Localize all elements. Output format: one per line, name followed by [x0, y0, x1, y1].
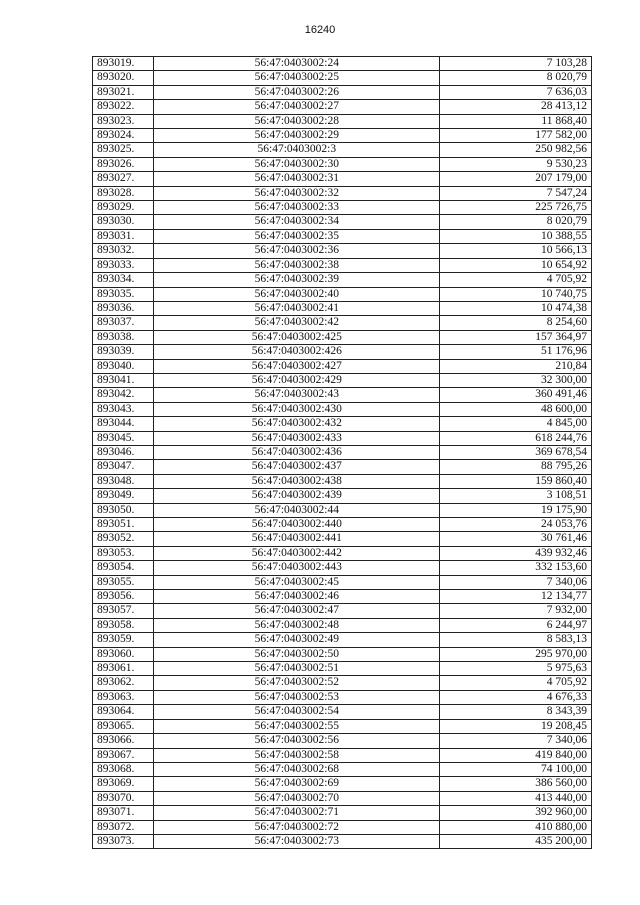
cadastral-value-cell: 32 300,00 — [440, 373, 592, 387]
cadastral-number-cell: 56:47:0403002:441 — [154, 532, 440, 546]
cadastral-value-cell: 225 726,75 — [440, 201, 592, 215]
cadastral-number-cell: 56:47:0403002:3 — [154, 143, 440, 157]
cadastral-number-cell: 56:47:0403002:438 — [154, 474, 440, 488]
cadastral-value-table — [92, 56, 592, 849]
cadastral-value-cell: 19 208,45 — [440, 719, 592, 733]
cadastral-number-cell: 56:47:0403002:426 — [154, 345, 440, 359]
row-number-cell: 893042. — [93, 388, 154, 402]
cadastral-number-cell: 56:47:0403002:29 — [154, 129, 440, 143]
cadastral-number-cell: 56:47:0403002:43 — [154, 388, 440, 402]
table-row — [93, 546, 592, 560]
cadastral-number-cell: 56:47:0403002:70 — [154, 791, 440, 805]
cadastral-value-cell: 250 982,56 — [440, 143, 592, 157]
row-number-cell: 893035. — [93, 287, 154, 301]
cadastral-value-cell: 618 244,76 — [440, 431, 592, 445]
row-number-cell: 893054. — [93, 561, 154, 575]
cadastral-number-cell: 56:47:0403002:439 — [154, 489, 440, 503]
row-number-cell: 893059. — [93, 633, 154, 647]
row-number-cell: 893022. — [93, 100, 154, 114]
row-number-cell: 893062. — [93, 676, 154, 690]
row-number-cell: 893049. — [93, 489, 154, 503]
cadastral-value-cell: 30 761,46 — [440, 532, 592, 546]
table-row — [93, 186, 592, 200]
table-row — [93, 719, 592, 733]
table-row — [93, 518, 592, 532]
cadastral-value-cell: 7 636,03 — [440, 85, 592, 99]
row-number-cell: 893052. — [93, 532, 154, 546]
row-number-cell: 893065. — [93, 719, 154, 733]
row-number-cell: 893069. — [93, 777, 154, 791]
table-row — [93, 633, 592, 647]
table-row — [93, 71, 592, 85]
table-row — [93, 201, 592, 215]
table-row — [93, 489, 592, 503]
cadastral-number-cell: 56:47:0403002:51 — [154, 662, 440, 676]
table-row — [93, 301, 592, 315]
row-number-cell: 893061. — [93, 662, 154, 676]
row-number-cell: 893066. — [93, 734, 154, 748]
cadastral-number-cell: 56:47:0403002:45 — [154, 575, 440, 589]
row-number-cell: 893071. — [93, 806, 154, 820]
table-row — [93, 345, 592, 359]
cadastral-value-cell: 28 413,12 — [440, 100, 592, 114]
row-number-cell: 893064. — [93, 705, 154, 719]
cadastral-number-cell: 56:47:0403002:443 — [154, 561, 440, 575]
table-row — [93, 417, 592, 431]
cadastral-number-cell: 56:47:0403002:55 — [154, 719, 440, 733]
cadastral-value-cell: 332 153,60 — [440, 561, 592, 575]
table-row — [93, 129, 592, 143]
cadastral-number-cell: 56:47:0403002:425 — [154, 330, 440, 344]
cadastral-value-cell: 9 530,23 — [440, 157, 592, 171]
table-row — [93, 273, 592, 287]
row-number-cell: 893044. — [93, 417, 154, 431]
row-number-cell: 893053. — [93, 546, 154, 560]
cadastral-value-cell: 24 053,76 — [440, 518, 592, 532]
cadastral-value-cell: 10 740,75 — [440, 287, 592, 301]
table-row — [93, 734, 592, 748]
row-number-cell: 893073. — [93, 834, 154, 848]
row-number-cell: 893021. — [93, 85, 154, 99]
table-row — [93, 85, 592, 99]
cadastral-number-cell: 56:47:0403002:25 — [154, 71, 440, 85]
cadastral-number-cell: 56:47:0403002:33 — [154, 201, 440, 215]
cadastral-number-cell: 56:47:0403002:32 — [154, 186, 440, 200]
cadastral-value-cell: 11 868,40 — [440, 114, 592, 128]
cadastral-value-cell: 7 103,28 — [440, 57, 592, 71]
cadastral-number-cell: 56:47:0403002:50 — [154, 647, 440, 661]
row-number-cell: 893063. — [93, 690, 154, 704]
cadastral-value-cell: 159 860,40 — [440, 474, 592, 488]
row-number-cell: 893036. — [93, 301, 154, 315]
table-row — [93, 316, 592, 330]
cadastral-value-cell: 7 547,24 — [440, 186, 592, 200]
cadastral-value-cell: 74 100,00 — [440, 762, 592, 776]
cadastral-number-cell: 56:47:0403002:27 — [154, 100, 440, 114]
cadastral-value-cell: 10 566,13 — [440, 244, 592, 258]
table-row — [93, 143, 592, 157]
table-body — [93, 57, 592, 849]
table-row — [93, 503, 592, 517]
table-row — [93, 172, 592, 186]
row-number-cell: 893055. — [93, 575, 154, 589]
cadastral-value-cell: 5 975,63 — [440, 662, 592, 676]
table-row — [93, 647, 592, 661]
cadastral-number-cell: 56:47:0403002:433 — [154, 431, 440, 445]
row-number-cell: 893030. — [93, 215, 154, 229]
cadastral-value-cell: 4 676,33 — [440, 690, 592, 704]
row-number-cell: 893019. — [93, 57, 154, 71]
cadastral-number-cell: 56:47:0403002:40 — [154, 287, 440, 301]
cadastral-number-cell: 56:47:0403002:437 — [154, 460, 440, 474]
cadastral-value-cell: 410 880,00 — [440, 820, 592, 834]
cadastral-value-cell: 12 134,77 — [440, 590, 592, 604]
table-row — [93, 777, 592, 791]
row-number-cell: 893029. — [93, 201, 154, 215]
cadastral-value-cell: 369 678,54 — [440, 445, 592, 459]
table-row — [93, 287, 592, 301]
cadastral-number-cell: 56:47:0403002:41 — [154, 301, 440, 315]
table-row — [93, 474, 592, 488]
cadastral-number-cell: 56:47:0403002:28 — [154, 114, 440, 128]
cadastral-number-cell: 56:47:0403002:436 — [154, 445, 440, 459]
table-row — [93, 359, 592, 373]
row-number-cell: 893024. — [93, 129, 154, 143]
row-number-cell: 893034. — [93, 273, 154, 287]
cadastral-number-cell: 56:47:0403002:44 — [154, 503, 440, 517]
cadastral-number-cell: 56:47:0403002:69 — [154, 777, 440, 791]
cadastral-number-cell: 56:47:0403002:72 — [154, 820, 440, 834]
cadastral-number-cell: 56:47:0403002:429 — [154, 373, 440, 387]
table-row — [93, 806, 592, 820]
cadastral-number-cell: 56:47:0403002:71 — [154, 806, 440, 820]
cadastral-value-cell: 413 440,00 — [440, 791, 592, 805]
row-number-cell: 893046. — [93, 445, 154, 459]
row-number-cell: 893068. — [93, 762, 154, 776]
cadastral-value-cell: 439 932,46 — [440, 546, 592, 560]
row-number-cell: 893039. — [93, 345, 154, 359]
table-row — [93, 618, 592, 632]
table-row — [93, 100, 592, 114]
row-number-cell: 893070. — [93, 791, 154, 805]
cadastral-value-cell: 8 020,79 — [440, 215, 592, 229]
cadastral-value-cell: 6 244,97 — [440, 618, 592, 632]
cadastral-number-cell: 56:47:0403002:432 — [154, 417, 440, 431]
row-number-cell: 893031. — [93, 229, 154, 243]
cadastral-number-cell: 56:47:0403002:39 — [154, 273, 440, 287]
cadastral-value-cell: 7 340,06 — [440, 575, 592, 589]
cadastral-number-cell: 56:47:0403002:42 — [154, 316, 440, 330]
row-number-cell: 893038. — [93, 330, 154, 344]
cadastral-value-cell: 210,84 — [440, 359, 592, 373]
cadastral-number-cell: 56:47:0403002:24 — [154, 57, 440, 71]
table-row — [93, 690, 592, 704]
table-row — [93, 114, 592, 128]
table-row — [93, 57, 592, 71]
cadastral-value-cell: 4 705,92 — [440, 676, 592, 690]
table-row — [93, 575, 592, 589]
cadastral-number-cell: 56:47:0403002:38 — [154, 258, 440, 272]
cadastral-value-cell: 4 845,00 — [440, 417, 592, 431]
cadastral-number-cell: 56:47:0403002:68 — [154, 762, 440, 776]
cadastral-number-cell: 56:47:0403002:73 — [154, 834, 440, 848]
cadastral-number-cell: 56:47:0403002:31 — [154, 172, 440, 186]
cadastral-value-cell: 157 364,97 — [440, 330, 592, 344]
table-row — [93, 820, 592, 834]
cadastral-value-cell: 177 582,00 — [440, 129, 592, 143]
cadastral-value-cell: 48 600,00 — [440, 402, 592, 416]
cadastral-value-cell: 8 583,13 — [440, 633, 592, 647]
cadastral-value-cell: 295 970,00 — [440, 647, 592, 661]
cadastral-number-cell: 56:47:0403002:54 — [154, 705, 440, 719]
cadastral-value-cell: 10 474,38 — [440, 301, 592, 315]
row-number-cell: 893040. — [93, 359, 154, 373]
cadastral-number-cell: 56:47:0403002:36 — [154, 244, 440, 258]
cadastral-number-cell: 56:47:0403002:47 — [154, 604, 440, 618]
cadastral-value-cell: 8 254,60 — [440, 316, 592, 330]
cadastral-number-cell: 56:47:0403002:53 — [154, 690, 440, 704]
cadastral-number-cell: 56:47:0403002:49 — [154, 633, 440, 647]
table-row — [93, 662, 592, 676]
row-number-cell: 893041. — [93, 373, 154, 387]
row-number-cell: 893050. — [93, 503, 154, 517]
cadastral-value-cell: 3 108,51 — [440, 489, 592, 503]
table-row — [93, 431, 592, 445]
cadastral-number-cell: 56:47:0403002:442 — [154, 546, 440, 560]
cadastral-value-cell: 419 840,00 — [440, 748, 592, 762]
table-row — [93, 676, 592, 690]
table-row — [93, 590, 592, 604]
table-row — [93, 388, 592, 402]
table-row — [93, 330, 592, 344]
cadastral-number-cell: 56:47:0403002:440 — [154, 518, 440, 532]
row-number-cell: 893028. — [93, 186, 154, 200]
cadastral-number-cell: 56:47:0403002:26 — [154, 85, 440, 99]
row-number-cell: 893020. — [93, 71, 154, 85]
table-row — [93, 748, 592, 762]
row-number-cell: 893043. — [93, 402, 154, 416]
cadastral-value-cell: 435 200,00 — [440, 834, 592, 848]
cadastral-value-cell: 4 705,92 — [440, 273, 592, 287]
row-number-cell: 893051. — [93, 518, 154, 532]
cadastral-number-cell: 56:47:0403002:52 — [154, 676, 440, 690]
cadastral-value-cell: 88 795,26 — [440, 460, 592, 474]
table-row — [93, 229, 592, 243]
table-row — [93, 834, 592, 848]
cadastral-value-cell: 19 175,90 — [440, 503, 592, 517]
cadastral-number-cell: 56:47:0403002:30 — [154, 157, 440, 171]
row-number-cell: 893037. — [93, 316, 154, 330]
table-row — [93, 258, 592, 272]
cadastral-value-cell: 10 654,92 — [440, 258, 592, 272]
cadastral-value-cell: 8 343,39 — [440, 705, 592, 719]
cadastral-number-cell: 56:47:0403002:35 — [154, 229, 440, 243]
cadastral-value-cell: 51 176,96 — [440, 345, 592, 359]
cadastral-number-cell: 56:47:0403002:58 — [154, 748, 440, 762]
cadastral-value-cell: 7 340,06 — [440, 734, 592, 748]
cadastral-value-cell: 386 560,00 — [440, 777, 592, 791]
cadastral-number-cell: 56:47:0403002:427 — [154, 359, 440, 373]
row-number-cell: 893025. — [93, 143, 154, 157]
row-number-cell: 893057. — [93, 604, 154, 618]
table-row — [93, 705, 592, 719]
table-row — [93, 215, 592, 229]
row-number-cell: 893033. — [93, 258, 154, 272]
table-row — [93, 157, 592, 171]
cadastral-value-cell: 392 960,00 — [440, 806, 592, 820]
table-row — [93, 460, 592, 474]
cadastral-value-cell: 7 932,00 — [440, 604, 592, 618]
row-number-cell: 893032. — [93, 244, 154, 258]
table-row — [93, 561, 592, 575]
table-row — [93, 762, 592, 776]
cadastral-value-cell: 360 491,46 — [440, 388, 592, 402]
row-number-cell: 893045. — [93, 431, 154, 445]
row-number-cell: 893067. — [93, 748, 154, 762]
row-number-cell: 893027. — [93, 172, 154, 186]
row-number-cell: 893072. — [93, 820, 154, 834]
cadastral-number-cell: 56:47:0403002:56 — [154, 734, 440, 748]
cadastral-number-cell: 56:47:0403002:34 — [154, 215, 440, 229]
row-number-cell: 893060. — [93, 647, 154, 661]
row-number-cell: 893047. — [93, 460, 154, 474]
row-number-cell: 893048. — [93, 474, 154, 488]
table-row — [93, 402, 592, 416]
page-number: 16240 — [304, 24, 336, 36]
cadastral-number-cell: 56:47:0403002:46 — [154, 590, 440, 604]
cadastral-value-cell: 10 388,55 — [440, 229, 592, 243]
cadastral-value-cell: 207 179,00 — [440, 172, 592, 186]
row-number-cell: 893023. — [93, 114, 154, 128]
table-row — [93, 373, 592, 387]
cadastral-number-cell: 56:47:0403002:48 — [154, 618, 440, 632]
table-row — [93, 604, 592, 618]
table-row — [93, 445, 592, 459]
table-row — [93, 791, 592, 805]
row-number-cell: 893058. — [93, 618, 154, 632]
row-number-cell: 893026. — [93, 157, 154, 171]
row-number-cell: 893056. — [93, 590, 154, 604]
table-row — [93, 244, 592, 258]
cadastral-number-cell: 56:47:0403002:430 — [154, 402, 440, 416]
cadastral-value-cell: 8 020,79 — [440, 71, 592, 85]
table-row — [93, 532, 592, 546]
